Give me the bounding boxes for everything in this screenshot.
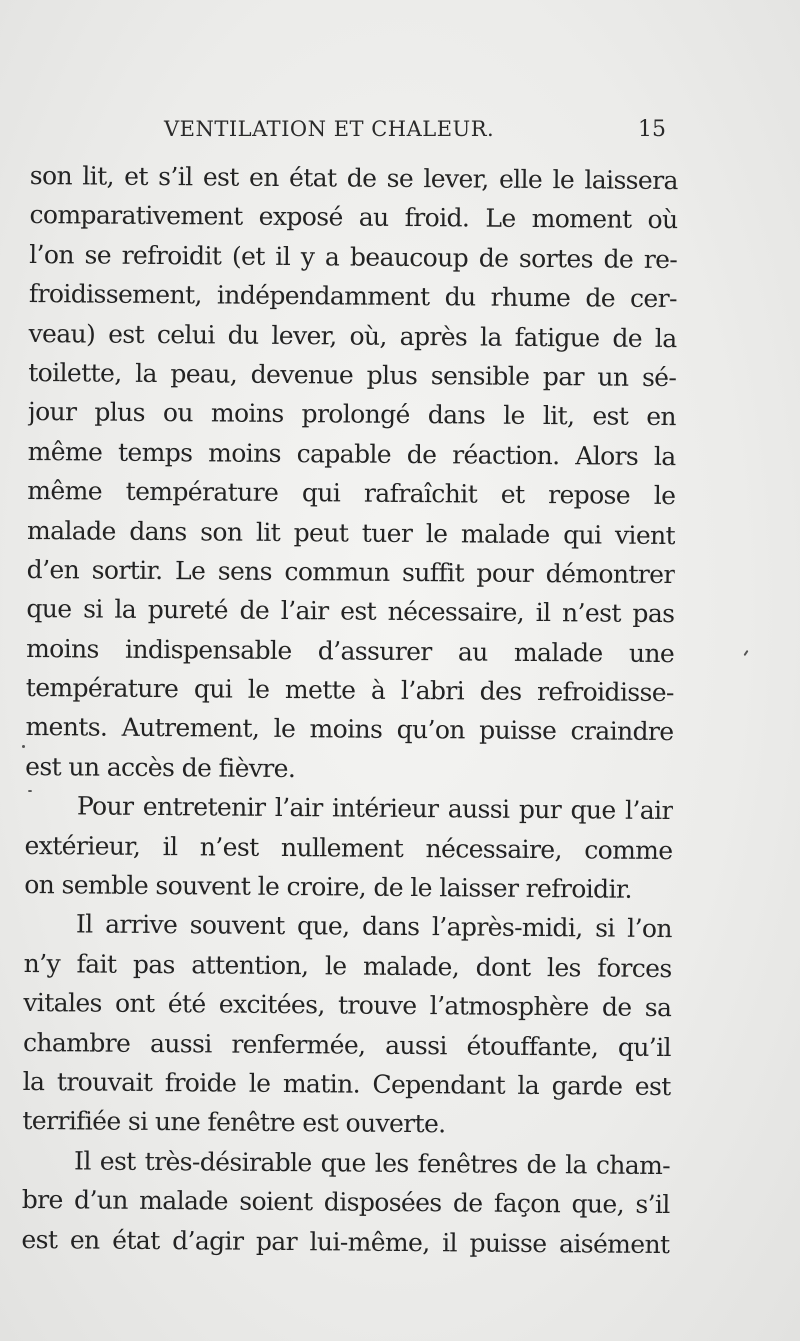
text-line: ments. Autrement, le moins qu’on puisse craindre [25, 712, 674, 747]
ink-speck [743, 650, 748, 656]
running-head [160, 113, 666, 149]
text-line: on semble souvent le croire, de le laisser refroidir. [24, 870, 632, 904]
text-line: chambre aussi renfermée, aussi étouffante, qu’il [22, 1027, 672, 1062]
text-line: moins indispensable d’assurer au malade une [26, 633, 675, 668]
text-line: même temps moins capable de réaction. Alors la [27, 436, 676, 471]
text-line: son lit, et s’il est en état de se lever, elle le laissera [29, 160, 678, 196]
text-line: d’en sortir. Le sens commun suffit pour démontrer [26, 554, 675, 589]
ink-speck [28, 790, 32, 792]
text-line: veau) est celui du lever, où, après la fatigue de la [28, 318, 677, 353]
running-title: VENTILATION ET CHALEUR. [164, 117, 495, 141]
text-line: l’on se refroidit (et il y a beaucoup de sortes de re- [29, 239, 678, 274]
text-line: bre d’un malade soient disposées de façon que, s’il [21, 1185, 670, 1220]
text-line: comparativement exposé au froid. Le moment où [29, 200, 678, 235]
ink-speck [22, 745, 25, 748]
text-line: Il arrive souvent que, dans l’après-midi, si l’on [75, 909, 673, 944]
text-line: toilette, la peau, devenue plus sensible par un sé- [28, 357, 677, 393]
text-line: extérieur, il n’est nullement nécessaire, comme [24, 830, 673, 865]
text-line: la trouvait froide le matin. Cependant la garde est [22, 1066, 671, 1102]
text-line: n’y fait pas attention, le malade, dont les forces [23, 948, 672, 983]
text-line: Il est très-désirable que les fenêtres de la cham- [73, 1146, 671, 1180]
body-text [21, 156, 678, 1264]
text-line: que si la pureté de l’air est nécessaire, il n’est pas [26, 594, 675, 629]
text-line: froidissement, indépendamment du rhume de cer- [28, 279, 678, 314]
text-line: même température qui rafraîchit et repose le [27, 476, 676, 511]
page-number: 15 [638, 117, 666, 142]
text-line: jour plus ou moins prolongé dans le lit, est en [27, 397, 677, 432]
text-line: terrifiée si une fenêtre est ouverte. [22, 1106, 446, 1139]
text-line: est en état d’agir par lui-même, il puisse aisément [21, 1224, 670, 1259]
text-line: vitales ont été excitées, trouve l’atmosphère de sa [23, 988, 672, 1023]
text-line: malade dans son lit peut tuer le malade qui vient [26, 515, 676, 550]
text-line: Pour entretenir l’air intérieur aussi pur que l’air [76, 791, 673, 826]
text-line: température qui le mette à l’abri des refroidisse- [25, 673, 674, 708]
text-line: est un accès de fièvre. [25, 751, 296, 783]
